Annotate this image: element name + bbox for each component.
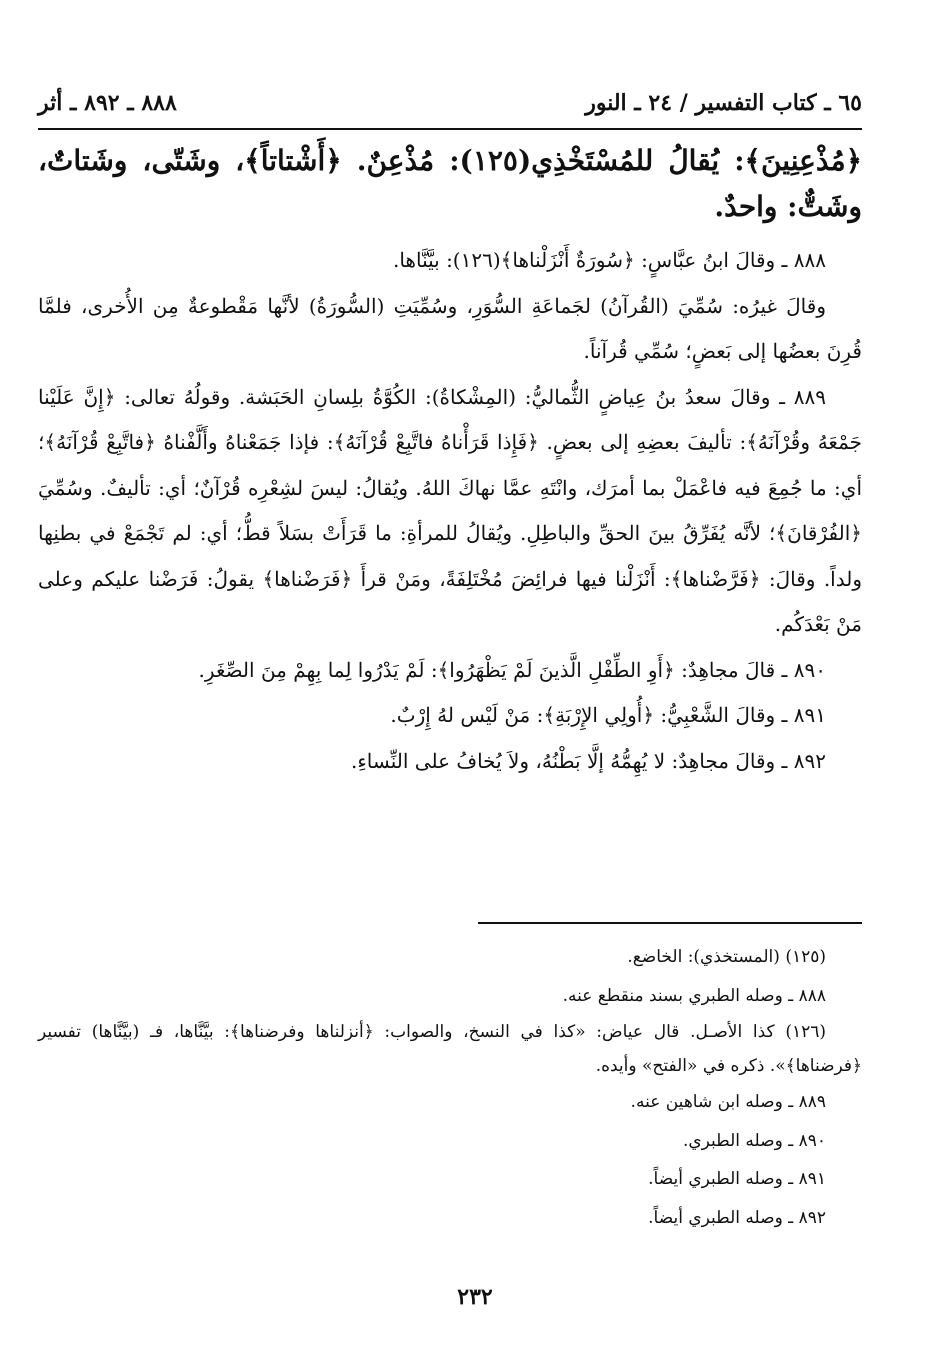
main-text bbox=[38, 138, 862, 784]
header-divider bbox=[38, 128, 862, 130]
athar-891: ٨٩١ ـ وقالَ الشَّعْبِيُّ: ﴿أُولِي الإِرْبَةِ﴾: مَنْ لَيْس لهُ إِرْبٌ. bbox=[390, 703, 826, 727]
footnote-divider bbox=[478, 922, 862, 924]
athar-889: ٨٨٩ ـ وقالَ سعدُ بنُ عِياضٍ الثُّماليُّ: (المِشْكاةُ): الكُوَّةُ بلِسانِ الحَبَشة. وقولُهُ تعالى: ﴿إِنَّ عَلَيْنا جَمْعَهُ وقُرْآنَهُ﴾: تأليفَ بعضِهِ إلى بعضٍ. ﴿فَإِذا قَرَأْناهُ فاتَّبِعْ قُرْآنَهُ﴾: فإذا جَمَعْناهُ وأَلَّفْناهُ ﴿فاتَّبِعْ قُرْآنَهُ﴾؛ أي: ما جُمِعَ فيه فاعْمَلْ بما أمرَك، وانْتَهِ عمَّا نهاكَ اللهُ. ويُقالُ: ليسَ لشِعْرِه قُرْآنٌ؛ أي: تأليفٌ. وسُمِّيَ ﴿الفُرْقانَ﴾؛ لأنَّه يُفَرِّقُ بينَ الحقِّ والباطِلِ. ويُقالُ للمرأةِ: ما قَرَأَتْ بسَلاً قطُّ؛ أي: لم تَجْمَعْ في بطنِها ولداً. وقالَ: ﴿فَرَّضْناها﴾: أَنْزَلْنا فيها فرائِضَ مُخْتَلِفَةً، ومَنْ قرأَ ﴿فَرَضْناها﴾ يقولُ: فَرَضْنا عليكم وعلى مَنْ بَعْدَكُم. bbox=[38, 384, 862, 636]
footnote-126: (١٢٦) كذا الأصـل. قال عياض: «كذا في النسخ، والصواب: ﴿أنزلناها وفرضناها﴾: بيَّنَّاها، فـ (بيَّنَّاها) تفسير ﴿فرضناها﴾». ذكره في «الفتح» وأيده. bbox=[38, 1022, 862, 1076]
footnote-125: (١٢٥) (المستخذي): الخاضع. bbox=[627, 947, 826, 967]
athar-892: ٨٩٢ ـ وقالَ مجاهِدٌ: لا يُهِمُّهُ إلَّا بَطْنُهُ، ولاَ يُخافُ على النِّساءِ. bbox=[351, 748, 826, 773]
note-888: ٨٨٨ ـ وصله الطبري بسند منقطع عنه. bbox=[562, 985, 826, 1006]
footnotes bbox=[38, 938, 862, 1237]
athar-888: ٨٨٨ ـ وقالَ ابنُ عبَّاسٍ: ﴿سُورَةٌ أَنْزَلْناها﴾(١٢٦): بيَّنَّاها. bbox=[392, 248, 826, 272]
note-890: ٨٩٠ ـ وصله الطبري. bbox=[682, 1130, 826, 1151]
note-891: ٨٩١ ـ وصله الطبري أيضاً. bbox=[648, 1169, 826, 1189]
header-athar-range: ٨٨٨ ـ ٨٩٢ ـ أثر bbox=[38, 90, 177, 116]
note-889: ٨٨٩ ـ وصله ابن شاهين عنه. bbox=[630, 1092, 826, 1112]
header-chapter-title: ٦٥ ـ كتاب التفسير / ٢٤ ـ النور bbox=[585, 90, 862, 116]
lead-paragraph: ﴿مُذْعِنِينَ﴾: يُقالُ للمُسْتَخْذِي(١٢٥): مُذْعِنٌ. ﴿أَشْتاتاً﴾، وشَتّى، وشَتاتٌ، وشَتٌّ: واحدٌ. bbox=[38, 144, 862, 223]
note-892: ٨٩٢ ـ وصله الطبري أيضاً. bbox=[648, 1207, 826, 1228]
page-number: ٢٣٢ bbox=[457, 1284, 493, 1310]
running-header bbox=[38, 86, 862, 120]
athar-890: ٨٩٠ ـ قالَ مجاهِدٌ: ﴿أَوِ الطِّفْلِ الَّذينَ لَمْ يَظْهَرُوا﴾: لَمْ يَدْرُوا لِما بِهِمْ مِنَ الصِّغَرِ. bbox=[198, 657, 826, 682]
athar-888-continuation: وقالَ غيرُه: سُمِّيَ (القُرآنُ) لجَماعَةِ السُّوَرِ، وسُمِّيَتِ (السُّورَةُ) لأنَّها مَقْطوعةٌ مِن الأُخرى، فلمَّا قُرِنَ بعضُها إلى بَعضٍ؛ سُمِّي قُرآناً. bbox=[38, 293, 862, 363]
